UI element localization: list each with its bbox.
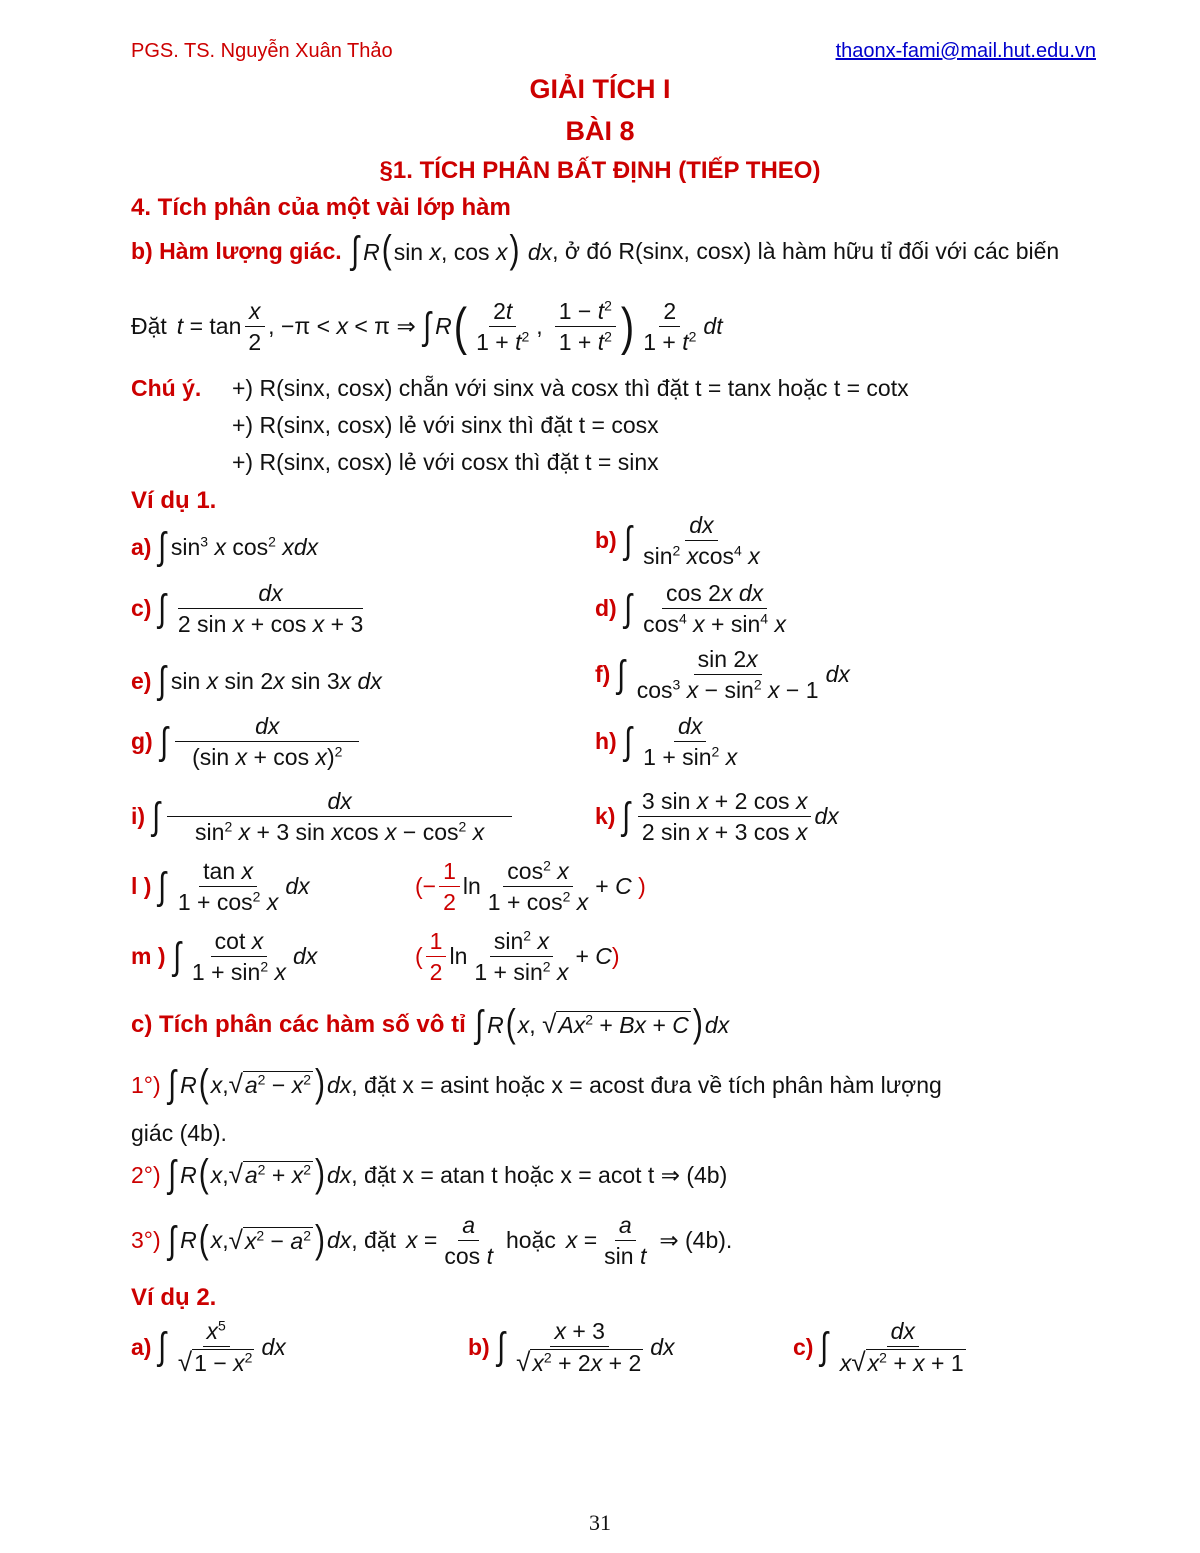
substitution-formula: Đặt t = tan $\frac{x}{2}$ , −π < x < π ⇒ ∫ R ( $\frac{2t}{1 + t^2}$ , $\frac{1 - t^2}{1 + t^2}$ ) $\frac{2}{1 + t^2}$ dt: [131, 297, 723, 356]
example2-heading: Ví dụ 2.: [131, 1284, 217, 1311]
ex1-item-c: c) ∫ $\frac{dx}{\text{2 sin x + cos x + 3}}$: [131, 580, 364, 638]
ex2-item-a: a) ∫ $x^5$ √ $1 - x^2$ dx: [131, 1317, 286, 1378]
note-3: +) R(sinx, cosx) lẻ với cosx thì đặt t = sinx: [232, 449, 659, 475]
irrational-case-2: 2°) ∫ R ( x , √ $a^2 + x^2$ ) dx , đặt x = atan t hoặc x = acot t ⇒ (4b): [131, 1152, 728, 1196]
ex1-item-g: g) ∫ $\frac{dx}{(\sin x + \cos x)^2}$: [131, 713, 362, 771]
ex1-item-e: e) ∫ sin x sin 2x sin 3x dx: [131, 660, 382, 702]
ex1-answer-l: (− $\frac{1}{2}$ ln $\frac{\cos^2 x}{1 + \cos^2 x}$ + C ): [415, 857, 646, 916]
ex1-item-l: l ) ∫ $\frac{\text{tan x}}{1 + \cos^2 x}$ dx: [131, 858, 310, 916]
trig-label: b) Hàm lượng giác.: [131, 237, 342, 264]
dat-label: Đặt: [131, 313, 167, 340]
irrational-case-1: 1°) ∫ R ( x , √ $a^2 - x^2$ ) dx , đặt x = asint hoặc x = acost đưa về tích phân hàm lượng: [131, 1062, 942, 1106]
irrational-case-1-cont: giác (4b).: [131, 1120, 227, 1146]
ex1-answer-m: ( $\frac{1}{2}$ ln $\frac{\sin^2 x}{1 + \sin^2 x}$ + C ): [415, 927, 620, 986]
note-1: +) R(sinx, cosx) chẵn với sinx và cosx thì đặt t = tanx hoặc t = cotx: [232, 375, 909, 401]
irrational-case-3: 3°) ∫ R ( x , √ $x^2 - a^2$ ) dx , đặt x = $\frac{a}{\text{cos t}}$ hoặc x = $\frac{a}{\text{sin t}}$ ⇒ (4b).: [131, 1212, 733, 1270]
ex1-item-d: d) ∫ $\frac{\text{cos 2x dx}}{\cos^4 x + \sin^4 x}$: [595, 580, 786, 638]
part4-heading: 4. Tích phân của một vài lớp hàm: [131, 194, 511, 221]
ex1-item-f: f) ∫ $\frac{\sin 2x}{\cos^3 x - \sin^2 x - 1}$ dx: [595, 646, 850, 704]
ex2-item-b: b) ∫ x + 3 √ $x^2 + 2x + 2$ dx: [468, 1318, 675, 1378]
course-title: GIẢI TÍCH I: [529, 74, 671, 104]
author-name: PGS. TS. Nguyễn Xuân Thảo: [131, 40, 393, 62]
ex1-item-h: h) ∫ $\frac{dx}{1 + \sin^2 x}$: [595, 713, 738, 771]
ex1-item-i: i) ∫ $\frac{dx}{\sin^2 x + 3 \sin xcos x - \cos^2 x}$: [131, 788, 515, 846]
irrational-heading-line: c) Tích phân các hàm số vô tỉ ∫ R ( x , √ $Ax^2 + Bx + C$ ) dx: [131, 1002, 730, 1046]
trig-line: b) Hàm lượng giác. ∫ R(sin x, cos x) dx , ở đó R(sinx, cosx) là hàm hữu tỉ đối với các biến: [131, 228, 1060, 272]
note-2: +) R(sinx, cosx) lẻ với sinx thì đặt t = cosx: [232, 412, 659, 438]
ex1-item-m: m ) ∫ $\frac{\text{cot x}}{1 + \sin^2 x}$ dx: [131, 928, 318, 986]
ex1-item-k: k) ∫ $\frac{\text{3 sin x + 2 cos x}}{\text{2 sin x + 3 cos x}}$ dx: [595, 788, 839, 846]
ex1-item-a: a) ∫ $\sin^3 x$ $\cos^2$ xdx: [131, 526, 319, 568]
author-email-link[interactable]: thaonx-fami@mail.hut.edu.vn: [835, 40, 1096, 62]
ex2-item-c: c) ∫ dx x √ $x^2 + x + 1$: [793, 1318, 964, 1378]
note-label: Chú ý.: [131, 375, 202, 401]
trig-desc: , ở đó R(sinx, cosx) là hàm hữu tỉ đối với các biến: [552, 237, 1060, 264]
ex1-item-b: b) ∫ $\frac{dx}{\sin^2 xcos^4 x}$: [595, 512, 760, 570]
section-title: §1. TÍCH PHÂN BẤT ĐỊNH (TIẾP THEO): [379, 157, 821, 184]
lesson-title: BÀI 8: [565, 116, 635, 146]
page-number: 31: [589, 1510, 611, 1535]
example1-heading: Ví dụ 1.: [131, 487, 217, 514]
irrational-heading: c) Tích phân các hàm số vô tỉ: [131, 1011, 466, 1038]
